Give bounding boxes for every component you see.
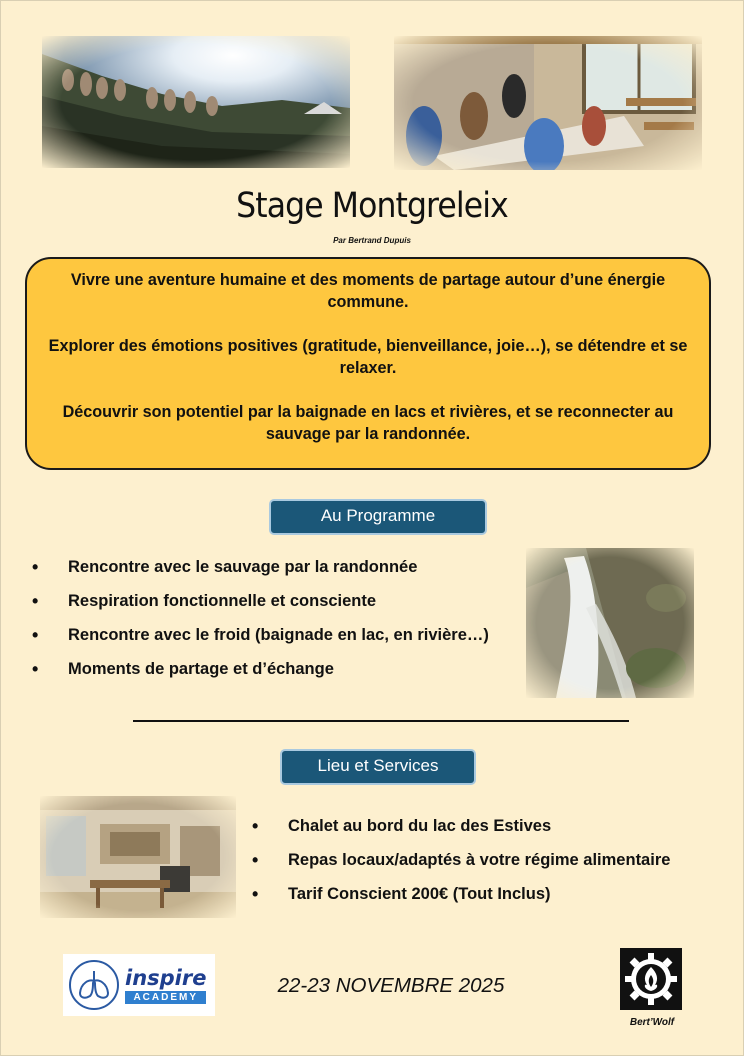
logo-subword: ACADEMY bbox=[125, 991, 206, 1004]
hikers-photo bbox=[42, 36, 350, 168]
waterfall-photo bbox=[526, 548, 694, 698]
bertwolf-logo-icon bbox=[620, 948, 682, 1010]
lieu-list bbox=[252, 815, 732, 917]
intro-paragraph: Explorer des émotions positives (gratitude, bienveillance, joie…), se détendre et se relaxer. bbox=[48, 337, 688, 377]
programme-section-label: Au Programme bbox=[269, 499, 487, 535]
list-item: • Rencontre avec le froid (baignade en lac, en rivière…) bbox=[32, 624, 552, 658]
intro-box bbox=[25, 257, 711, 470]
programme-list bbox=[32, 556, 552, 692]
logo-word: inspire bbox=[125, 965, 207, 990]
group-meal-photo bbox=[394, 36, 702, 170]
list-item: • Rencontre avec le sauvage par la randonnée bbox=[32, 556, 552, 590]
list-item: • Respiration fonctionnelle et consciente bbox=[32, 590, 552, 624]
author-credit: Par Bertrand Dupuis bbox=[333, 236, 411, 245]
list-item: • Chalet au bord du lac des Estives bbox=[252, 815, 732, 849]
event-date: 22-23 NOVEMBRE 2025 bbox=[277, 974, 505, 997]
list-item: • Moments de partage et d’échange bbox=[32, 658, 552, 692]
list-item: • Tarif Conscient 200€ (Tout Inclus) bbox=[252, 883, 732, 917]
bertwolf-caption: Bert’Wolf bbox=[629, 1017, 675, 1028]
section-divider bbox=[133, 720, 629, 722]
intro-paragraph: Découvrir son potentiel par la baignade en lacs et rivières, et se reconnecter au sauvage par la randonnée. bbox=[62, 403, 674, 443]
chalet-kitchen-photo bbox=[40, 796, 236, 918]
list-item: • Repas locaux/adaptés à votre régime alimentaire bbox=[252, 849, 732, 883]
intro-paragraph: Vivre une aventure humaine et des moments de partage autour d’une énergie commune. bbox=[70, 271, 666, 311]
page-title: Stage Montgreleix bbox=[236, 186, 508, 226]
lieu-section-label: Lieu et Services bbox=[280, 749, 476, 785]
